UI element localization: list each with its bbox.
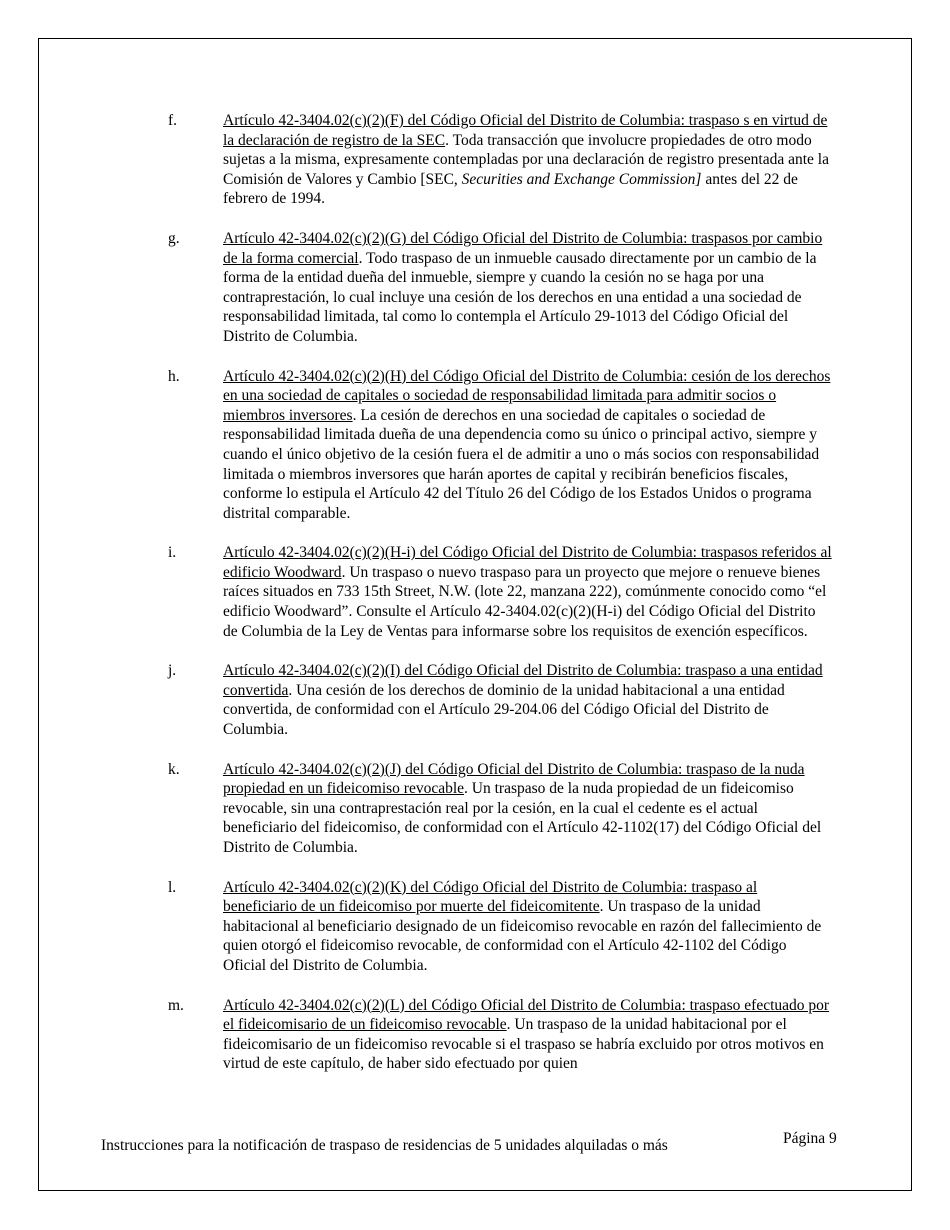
item-body: . La cesión de derechos en una sociedad de capitales o sociedad de responsabilidad limitada dueña de una dependencia como su único o principal activo, siempre y cuando el único objetivo de la cesión fuera el de admitir a uno o más socios con responsabilidad limitada o miembros inversores que harán aportes de capital y recibirán beneficios fiscales, conforme lo estipula el Artículo 42 del Título 26 del Código de los Estados Unidos o programa distrital comparable. [223,406,820,522]
item-letter: m. [168,996,184,1014]
item-letter: h. [168,367,180,385]
list-item [0,661,950,739]
item-body-end: antes del 22 de febrero de 1994. [223,170,798,208]
item-text [223,543,833,641]
item-text [223,229,833,347]
item-body: . Un traspaso de la unidad habitacional por el fideicomisario de un fideicomiso revocable si el traspaso se habría excluido por otros motivos en virtud de este capítulo, de haber sido efectuado por quien [223,1016,824,1073]
footer-title: Instrucciones para la notificación de traspaso de residencias de 5 unidades alquiladas o más [101,1137,668,1154]
item-heading: Artículo 42-3404.02(c)(2)(I) del Código Oficial del Distrito de Columbia: traspaso a una entidad convertida [223,662,823,699]
item-heading: Artículo 42-3404.02(c)(2)(L) del Código Oficial del Distrito de Columbia: traspaso efectuado por el fideicomisario de un fideicomiso revocable [223,996,830,1034]
list-item [0,229,950,347]
item-text [223,878,833,976]
item-body: . Una cesión de los derechos de dominio de la unidad habitacional a una entidad convertida, de conformidad con el Artículo 29-204.06 del Código Oficial del Distrito de Columbia. [223,681,785,739]
list-item [0,996,950,1074]
item-body-italic: Securities and Exchange Commission] [461,170,702,188]
item-letter: l. [168,878,177,896]
item-letter: k. [168,760,180,778]
item-body: . Toda transacción que involucre propiedades de otro modo sujetas a la misma, expresamente contempladas por una declaración de registro presentada ante la Comisión de Valores y Cambio [SEC, [223,131,829,188]
item-body: . Todo traspaso de un inmueble causado directamente por un cambio de la forma de la entidad dueña del inmueble, siempre y cuando la cesión no se haga por una contraprestación, lo cual incluye una cesión de los derechos en una entidad a una sociedad de responsabilidad limitada, tal como lo contempla el Artículo 29-1013 del Código Oficial del Distrito de Columbia. [223,249,817,345]
item-body: . Un traspaso o nuevo traspaso para un proyecto que mejore o renueve bienes raíces situados en 733 15th Street, N.W. (lote 22, manzana 222), comúnmente conocido como “el edificio Woodward”. Consulte el Artículo 42-3404.02(c)(2)(H-i) del Código Oficial del Distrito de Columbia de la Ley de Ventas para informarse sobre los requisitos de exención específicos. [223,563,827,640]
item-heading: Artículo 42-3404.02(c)(2)(F) del Código Oficial del Distrito de Columbia: traspaso s en virtud de la declaración de registro de la SEC [223,112,828,149]
item-text [223,760,833,858]
item-heading: Artículo 42-3404.02(c)(2)(J) del Código Oficial del Distrito de Columbia: traspaso de la nuda propiedad en un fideicomiso revocable [223,760,805,798]
item-letter: f. [168,112,178,129]
item-heading: Artículo 42-3404.02(c)(2)(H-i) del Código Oficial del Distrito de Columbia: traspasos referidos al edificio Woodward [223,544,832,581]
page-number: Página 9 [783,1130,837,1147]
item-text [223,661,833,739]
exemption-list [0,111,950,1094]
list-item [0,760,950,858]
item-heading: Artículo 42-3404.02(c)(2)(K) del Código Oficial del Distrito de Columbia: traspaso al beneficiario de un fideicomiso por muerte del fideicomitente [223,878,758,916]
item-heading: Artículo 42-3404.02(c)(2)(G) del Código Oficial del Distrito de Columbia: traspasos por cambio de la forma comercial [223,229,823,267]
item-letter: g. [168,229,180,247]
item-body: . Un traspaso de la nuda propiedad de un fideicomiso revocable, sin una contraprestación real por la cesión, en la cual el cedente es el actual beneficiario del fideicomiso, de conformidad con el Artículo 42-1102(17) del Código Oficial del Distrito de Columbia. [223,780,822,856]
list-item [0,543,950,641]
item-body: . Un traspaso de la unidad habitacional al beneficiario designado de un fideicomiso revocable en razón del fallecimiento de quien otorgó el fideicomiso revocable, de conformidad con el Artículo 42-1102 del Código Oficial del Distrito de Columbia. [223,898,822,974]
item-letter: j. [168,662,177,680]
item-text [223,996,833,1074]
list-item [0,111,950,209]
item-text [223,367,833,524]
item-heading: Artículo 42-3404.02(c)(2)(H) del Código Oficial del Distrito de Columbia: cesión de los derechos en una sociedad de capitales o sociedad de responsabilidad limitada para admitir socios o miembros inversores [223,367,831,424]
item-letter: i. [168,544,177,562]
list-item [0,878,950,976]
list-item [0,367,950,524]
item-text [223,111,833,209]
